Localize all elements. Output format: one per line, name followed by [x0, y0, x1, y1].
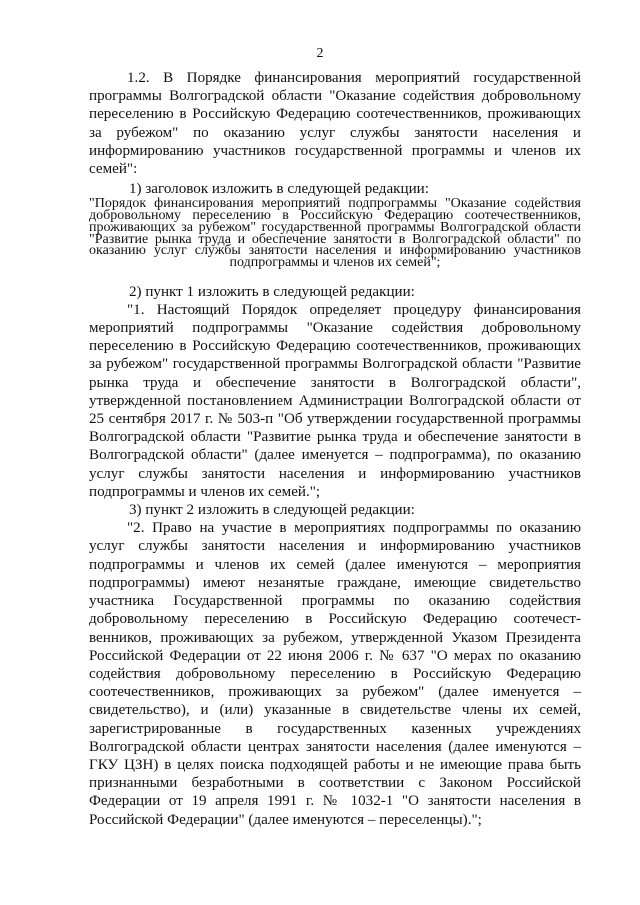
- page-number: 2: [316, 46, 324, 61]
- paragraph-point-2: "2. Право на участие в мероприятиях подпрограммы по оказанию услуг службы занятости населения и информированию участников подпрограммы и членов их семей (далее именуются – мероприятия подпрограммы) имеют незанятые граждане, имеющие свидетельство участника Государственной программы по оказанию содействия добровольному переселению в Российскую Федерацию соотечест-венников, проживающих за рубежом, утвержденной Указом Президента Российской Федерации от 22 июня 2006 г. № 637 "О мерах по оказанию содействия добровольному переселению в Российскую Федерацию соотечественников, проживающих за рубежом" (далее именуется – свидетельство), и (или) указанные в свидетельстве члены их семей, зарегистрированные в государственных казенных учреждениях Волгоградской области центрах занятости населения (далее именуются – ГКУ ЦЗН) в целях поиска подходящей работы и не имеющие права быть признанными безработными в соответствии с Законом Российской Федерации от 19 апреля 1991 г. № 1032-1 "О занятости населения в Российской Федерации" (далее именуются – переселенцы).";: [89, 520, 581, 828]
- paragraph-point-1: "1. Настоящий Порядок определяет процедуру финансирования мероприятий подпрограммы "Оказание содействия добровольному переселению в Российскую Федерацию соотечественников, проживающих за рубежом" государственной программы Волгоградской области "Развитие рынка труда и обеспечение занятости в Волгоградской области", утвержденной постановлением Администрации Волгоградской области от 25 сентября 2017 г. № 503-п "Об утверждении государственной программы Волгоградской области "Развитие рынка труда и обеспечение занятости в Волгоградской области" (далее именуется – подпрограмма), по оказанию услуг службы занятости населения и информированию участников подпрограммы и членов их семей.";: [89, 301, 581, 500]
- paragraph-item-3: 3) пункт 2 изложить в следующей редакции:: [129, 502, 415, 519]
- paragraph-item-1: 1) заголовок изложить в следующей редакции:: [129, 181, 429, 198]
- quoted-title: "Порядок финансирования мероприятий подпрограммы "Оказание содействия добровольному переселению в Российскую Федерацию соотечественников, проживающих за рубежом" государственной программы Волгоградской области "Развитие рынка труда и обеспечение занятости в Волгоградской области" по оказанию услуг службы занятости населения и информированию участников подпрограммы и членов их семей";: [89, 196, 581, 270]
- paragraph-item-2: 2) пункт 1 изложить в следующей редакции:: [129, 283, 415, 300]
- paragraph-1-2: 1.2. В Порядке финансирования мероприятий государственной программы Волгоградской области "Оказание содействия добровольному переселению в Российскую Федерацию соотечественников, проживающих за рубежом" по оказанию услуг службы занятости населения и информированию участников государственной программы и членов их семей":: [89, 70, 581, 178]
- document-body: [89, 69, 581, 829]
